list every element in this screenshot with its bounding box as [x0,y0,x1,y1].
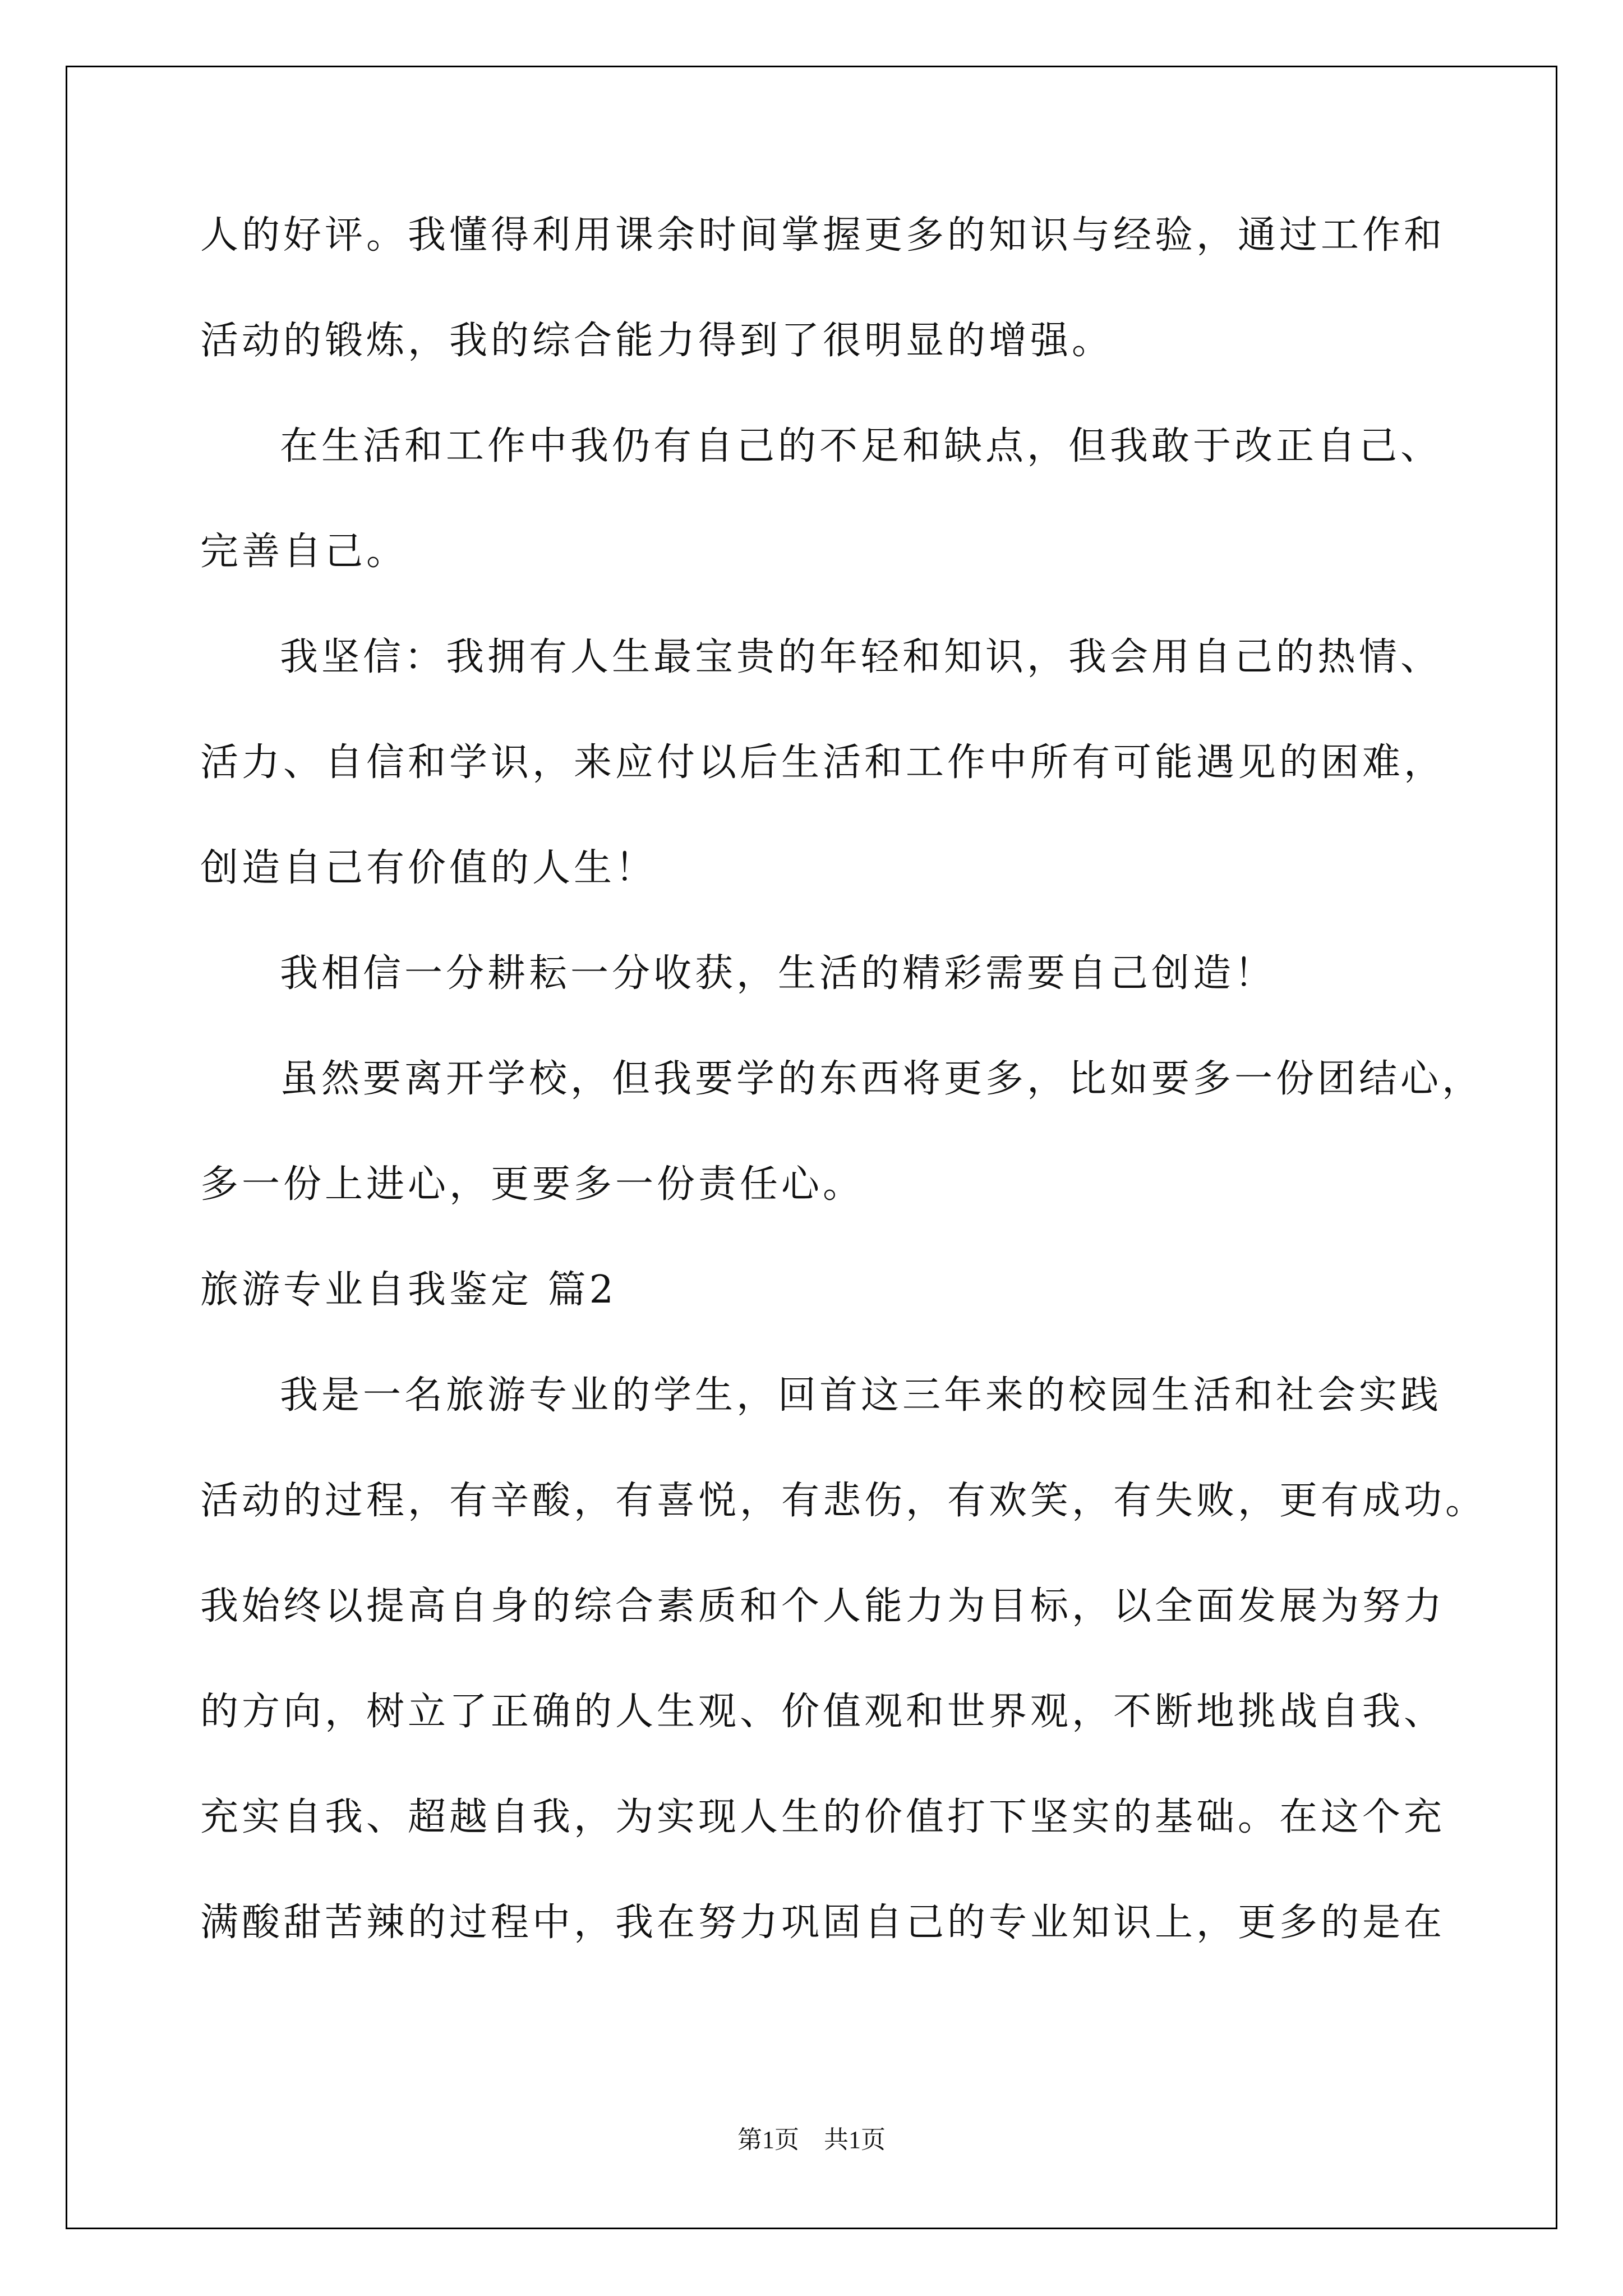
text-line: 充实自我、超越自我，为实现人生的价值打下坚实的基础。在这个充 [200,1795,1446,1839]
text-line: 活动的过程，有辛酸，有喜悦，有悲伤，有欢笑，有失败，更有成功。 [200,1479,1487,1523]
text-line: 创造自己有价值的人生！ [200,846,657,890]
text-line: 人的好评。我懂得利用课余时间掌握更多的知识与经验，通过工作和 [200,213,1446,257]
page-footer: 第1页 共1页 [737,2126,886,2154]
text-line: 多一份上进心，更要多一份责任心。 [200,1162,865,1207]
paragraph-start-line: 虽然要离开学校，但我要学的东西将更多，比如要多一份团结心， [280,1057,1484,1101]
paragraph-start-line: 我坚信：我拥有人生最宝贵的年轻和知识，我会用自己的热情、 [280,635,1442,679]
paragraph-start-line: 我相信一分耕耘一分收获，生活的精彩需要自己创造！ [280,951,1276,996]
text-line: 我始终以提高自身的综合素质和个人能力为目标，以全面发展为努力 [200,1584,1446,1628]
paragraph-start-line: 我是一名旅游专业的学生，回首这三年来的校园生活和社会实践 [280,1373,1442,1418]
section-heading: 旅游专业自我鉴定 篇2 [200,1268,617,1312]
text-line: 完善自己。 [200,530,408,574]
text-line: 的方向，树立了正确的人生观、价值观和世界观，不断地挑战自我、 [200,1690,1446,1734]
text-line: 满酸甜苦辣的过程中，我在努力巩固自己的专业知识上，更多的是在 [200,1901,1446,1945]
text-line: 活力、自信和学识，来应付以后生活和工作中所有可能遇见的困难， [200,740,1446,785]
paragraph-start-line: 在生活和工作中我仍有自己的不足和缺点，但我敢于改正自己、 [280,424,1442,468]
text-line: 活动的锻炼，我的综合能力得到了很明显的增强。 [200,319,1114,363]
